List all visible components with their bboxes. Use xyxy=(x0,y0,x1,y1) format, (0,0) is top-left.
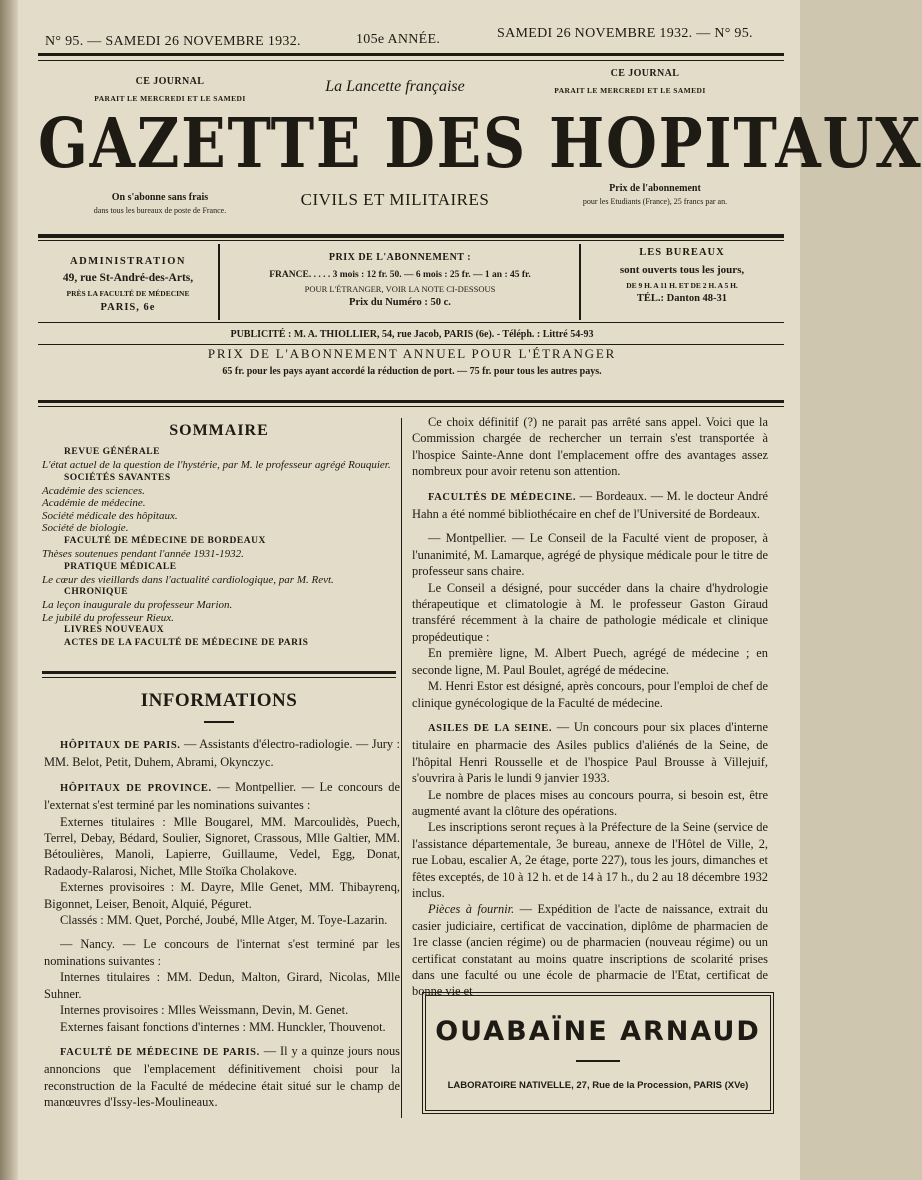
issue-left: N° 95. — SAMEDI 26 NOVEMBRE 1932. xyxy=(45,34,301,49)
para-pieces: Pièces à fournir. — Expédition de l'acte de naissance, extrait du casier judiciaire, certificat de vaccination, diplôme de pharmacien de 1re classe (ancien régime) ou de pharmacien (nouveau régime) ou un certificat constatant au moins quatre inscriptions de scolarité prises dans une faculté ou une école de pharmacie de l'Etat, certificat de bonne vie et xyxy=(412,902,768,999)
right-sub-2: pour les Etudiants (France), 25 francs par an. xyxy=(582,197,728,206)
para-choix-definitif: Ce choix définitif (?) ne parait pas arrêté sans appel. Voici que la Commission chargée de rechercher un terrain s'est transportée à l'hospice Sainte-Anne dont l'emplacement offre des avantages assez nombreux pour avoir retenu son attention. xyxy=(412,415,768,479)
right-column-text xyxy=(412,414,768,1000)
right-sub-1: Prix de l'abonnement xyxy=(609,183,701,194)
top-rule-thin xyxy=(38,60,784,61)
top-rule xyxy=(38,53,784,56)
admin-line-4: PARIS, 6e xyxy=(100,302,156,313)
sommaire-entry: Académie des sciences. xyxy=(42,484,145,497)
sommaire-heading: ACTES DE LA FACULTÉ DE MÉDECINE DE PARIS xyxy=(64,638,309,649)
box-bottom-rule xyxy=(38,322,784,323)
para-internes-titulaires: Internes titulaires : MM. Dedun, Malton, Girard, Nicolas, Mlle Suhner. xyxy=(44,970,400,1001)
box-top-rule-thin xyxy=(38,240,784,241)
subtitle-bottom: CIVILS ET MILITAIRES xyxy=(300,190,490,209)
left-note-1: CE JOURNAL xyxy=(135,76,205,87)
etranger-text: 65 fr. pour les pays ayant accordé la réduction de port. — 75 fr. pour tous les autres pays. xyxy=(222,366,602,377)
bureaux-line-1: LES BUREAUX xyxy=(639,247,725,258)
box-top-rule xyxy=(38,234,784,238)
para-nancy: — Nancy. — Le concours de l'internat s'est terminé par les nominations suivantes : xyxy=(44,937,400,968)
bureaux-line-4: TÉL.: Danton 48-31 xyxy=(636,293,728,304)
publicite-rule xyxy=(38,344,784,345)
left-sub-1: On s'abonne sans frais xyxy=(111,192,209,203)
left-sub-2: dans tous les bureaux de poste de France. xyxy=(93,206,227,215)
sommaire-heading: LIVRES NOUVEAUX xyxy=(64,625,165,636)
para-estor: M. Henri Estor est désigné, après concours, pour l'emploi de chef de clinique gynécologique de la Faculté de médecine. xyxy=(412,679,768,710)
left-note-2: PARAIT LE MERCREDI ET LE SAMEDI xyxy=(94,94,246,103)
subtitle-top: La Lancette française xyxy=(325,78,465,95)
left-column-text xyxy=(44,736,400,1111)
sommaire-heading: PRATIQUE MÉDICALE xyxy=(64,561,177,572)
etranger-rule-thin xyxy=(38,406,784,407)
sommaire-heading: SOCIÉTÉS SAVANTES xyxy=(64,472,171,483)
issue-right: SAMEDI 26 NOVEMBRE 1932. — N° 95. xyxy=(497,26,753,41)
para-facultes-medecine: FACULTÉS DE MÉDECINE. — Bordeaux. — M. le docteur André Hahn a été nommé bibliothécaire en chef de l'Université de Bordeaux. xyxy=(412,488,768,522)
sommaire-entry: Académie de médecine. xyxy=(42,497,146,510)
admin-line-1: ADMINISTRATION xyxy=(70,256,186,267)
issue-year: 105e ANNÉE. xyxy=(356,32,441,47)
right-note-2: PARAIT LE MERCREDI ET LE SAMEDI xyxy=(554,86,706,95)
prix-line-4: Prix du Numéro : 50 c. xyxy=(349,297,451,308)
advert-title: OUABAÏNE ARNAUD xyxy=(435,1016,761,1047)
sommaire-entry: Thèses soutenues pendant l'année 1931-1932. xyxy=(42,547,244,560)
para-hopitaux-province: HÔPITAUX DE PROVINCE. — Montpellier. — Le concours de l'externat s'est terminé par les nominations suivantes : xyxy=(44,779,400,813)
advert-ornament xyxy=(576,1060,620,1062)
para-faculte-paris: FACULTÉ DE MÉDECINE DE PARIS. — Il y a quinze jours nous annoncions que l'emplacement définitivement choisi pour la reconstruction de la Faculté de médecine était situé sur le champ de manœuvres d'Issy-les-Moulineaux. xyxy=(44,1043,401,1110)
para-classes: Classés : MM. Quet, Porché, Joubé, Mlle Atger, M. Toye-Lazarin. xyxy=(60,913,388,928)
etranger-rule xyxy=(38,400,784,403)
advert-line: LABORATOIRE NATIVELLE, 27, Rue de la Procession, PARIS (XVe) xyxy=(447,1080,749,1091)
para-externes-fonctions: Externes faisant fonctions d'internes : MM. Hunckler, Thouvenot. xyxy=(60,1019,386,1034)
bureaux-line-2: sont ouverts tous les jours, xyxy=(619,264,745,276)
para-montpellier: — Montpellier. — Le Conseil de la Faculté vient de proposer, à l'unanimité, M. Lamarque, agrégé de physique médicale pour le titre de professeur sans chaire. xyxy=(412,531,768,579)
newspaper-title: GAZETTE DES HOPITAUX xyxy=(38,104,922,184)
advert-box xyxy=(422,992,774,1114)
sommaire-title: SOMMAIRE xyxy=(169,422,269,439)
para-externes-provisoires: Externes provisoires : M. Dayre, Mlle Genet, MM. Thibayrenq, Bigonnet, Leiser, Benoit, Alquié, Péguret. xyxy=(44,880,400,911)
prix-line-1: PRIX DE L'ABONNEMENT : xyxy=(328,252,472,263)
admin-line-3: PRÈS LA FACULTÉ DE MÉDECINE xyxy=(66,289,190,298)
bureaux-line-3: DE 9 H. A 11 H. ET DE 2 H. A 5 H. xyxy=(626,281,738,290)
informations-title: INFORMATIONS xyxy=(140,690,298,711)
sommaire-entry: La leçon inaugurale du professeur Marion. xyxy=(42,599,233,612)
admin-line-2: 49, rue St-André-des-Arts, xyxy=(62,272,194,284)
right-note-1: CE JOURNAL xyxy=(610,68,680,79)
para-hopitaux-paris: HÔPITAUX DE PARIS. — Assistants d'électro-radiologie. — Jury : MM. Belot, Petit, Duhem, Abrami, Okynczyc. xyxy=(44,737,400,770)
para-premiere-ligne: En première ligne, M. Albert Puech, agrégé de médecine ; en seconde ligne, M. Paul Boulet, agrégé de médecine. xyxy=(412,646,768,677)
para-externes-titulaires: Externes titulaires : Mlle Bougarel, MM. Marcoulidès, Puech, Terrel, Debay, Bédard, Soulier, Signoret, Crassous, Mlle Galtier, MM. Bétoulières, Manoli, Lapierre, Guillaume, Vedel, Egg, Donat, Radaody-Ralarosi, Nichet, Mlle Stoïka Cholakove. xyxy=(44,814,400,878)
prix-line-3: POUR L'ÉTRANGER, VOIR LA NOTE CI-DESSOUS xyxy=(304,284,496,294)
column-divider xyxy=(401,418,402,1118)
sommaire-entry: Le cœur des vieillards dans l'actualité cardiologique, par M. Revt. xyxy=(42,573,334,586)
sommaire-entry: Société médicale des hôpitaux. xyxy=(42,509,178,522)
sommaire-entry: Le jubilé du professeur Rieux. xyxy=(42,611,174,624)
sommaire-heading: REVUE GÉNÉRALE xyxy=(64,447,160,457)
box-divider-right xyxy=(579,244,581,320)
para-inscriptions: Les inscriptions seront reçues à la Préfecture de la Seine (service de l'assistance départementale, 3e bureau, annexe de l'Hôtel de Ville, 2, rue Lobau, escalier A, 2e étage, porte 227), tous les jours, dimanches et fêtes exceptés, de 10 à 12 h. et de 14 à 17 h., du 2 au 18 décembre 1932 inclus. xyxy=(412,820,768,900)
sommaire-rule xyxy=(42,671,396,674)
para-internes-provisoires: Internes provisoires : Mlles Weissmann, Devin, M. Genet. xyxy=(60,1003,349,1018)
sommaire-entry: Société de biologie. xyxy=(42,522,129,535)
para-nombre-places: Le nombre de places mises au concours pourra, si besoin est, être augmenté avant la clôture des opérations. xyxy=(412,787,768,818)
sommaire-heading: CHRONIQUE xyxy=(64,587,129,598)
informations-ornament xyxy=(204,721,234,723)
sommaire-rule-thin xyxy=(42,677,396,678)
box-divider-left xyxy=(218,244,220,320)
sommaire-list xyxy=(42,446,398,650)
etranger-title: PRIX DE L'ABONNEMENT ANNUEL POUR L'ÉTRANGER xyxy=(207,346,617,361)
para-conseil: Le Conseil a désigné, pour succéder dans la chaire d'hydrologie thérapeutique et climatologie à M. le professeur Gaston Giraud transféré récemment à la chaire de pathologie médicale et clinique propédeutique : xyxy=(412,580,768,644)
publicite-line: PUBLICITÉ : M. A. THIOLLIER, 54, rue Jacob, PARIS (6e). - Téléph. : Littré 54-93 xyxy=(230,329,594,340)
sommaire-heading: FACULTÉ DE MÉDECINE DE BORDEAUX xyxy=(64,535,266,546)
para-asiles-seine: ASILES DE LA SEINE. — Un concours pour six places d'interne titulaire en pharmacie des Asiles publics d'aliénés de la Seine, de l'hôpital Henri Rousselle et de l'hospice Paul Brousse à Villejuif, s'ouvrira à Paris le lundi 9 janvier 1933. xyxy=(412,719,769,786)
prix-line-2: FRANCE. . . . . 3 mois : 12 fr. 50. — 6 mois : 25 fr. — 1 an : 45 fr. xyxy=(269,270,531,280)
sommaire-entry: L'état actuel de la question de l'hystérie, par M. le professeur agrégé Rouquier. xyxy=(42,459,391,471)
